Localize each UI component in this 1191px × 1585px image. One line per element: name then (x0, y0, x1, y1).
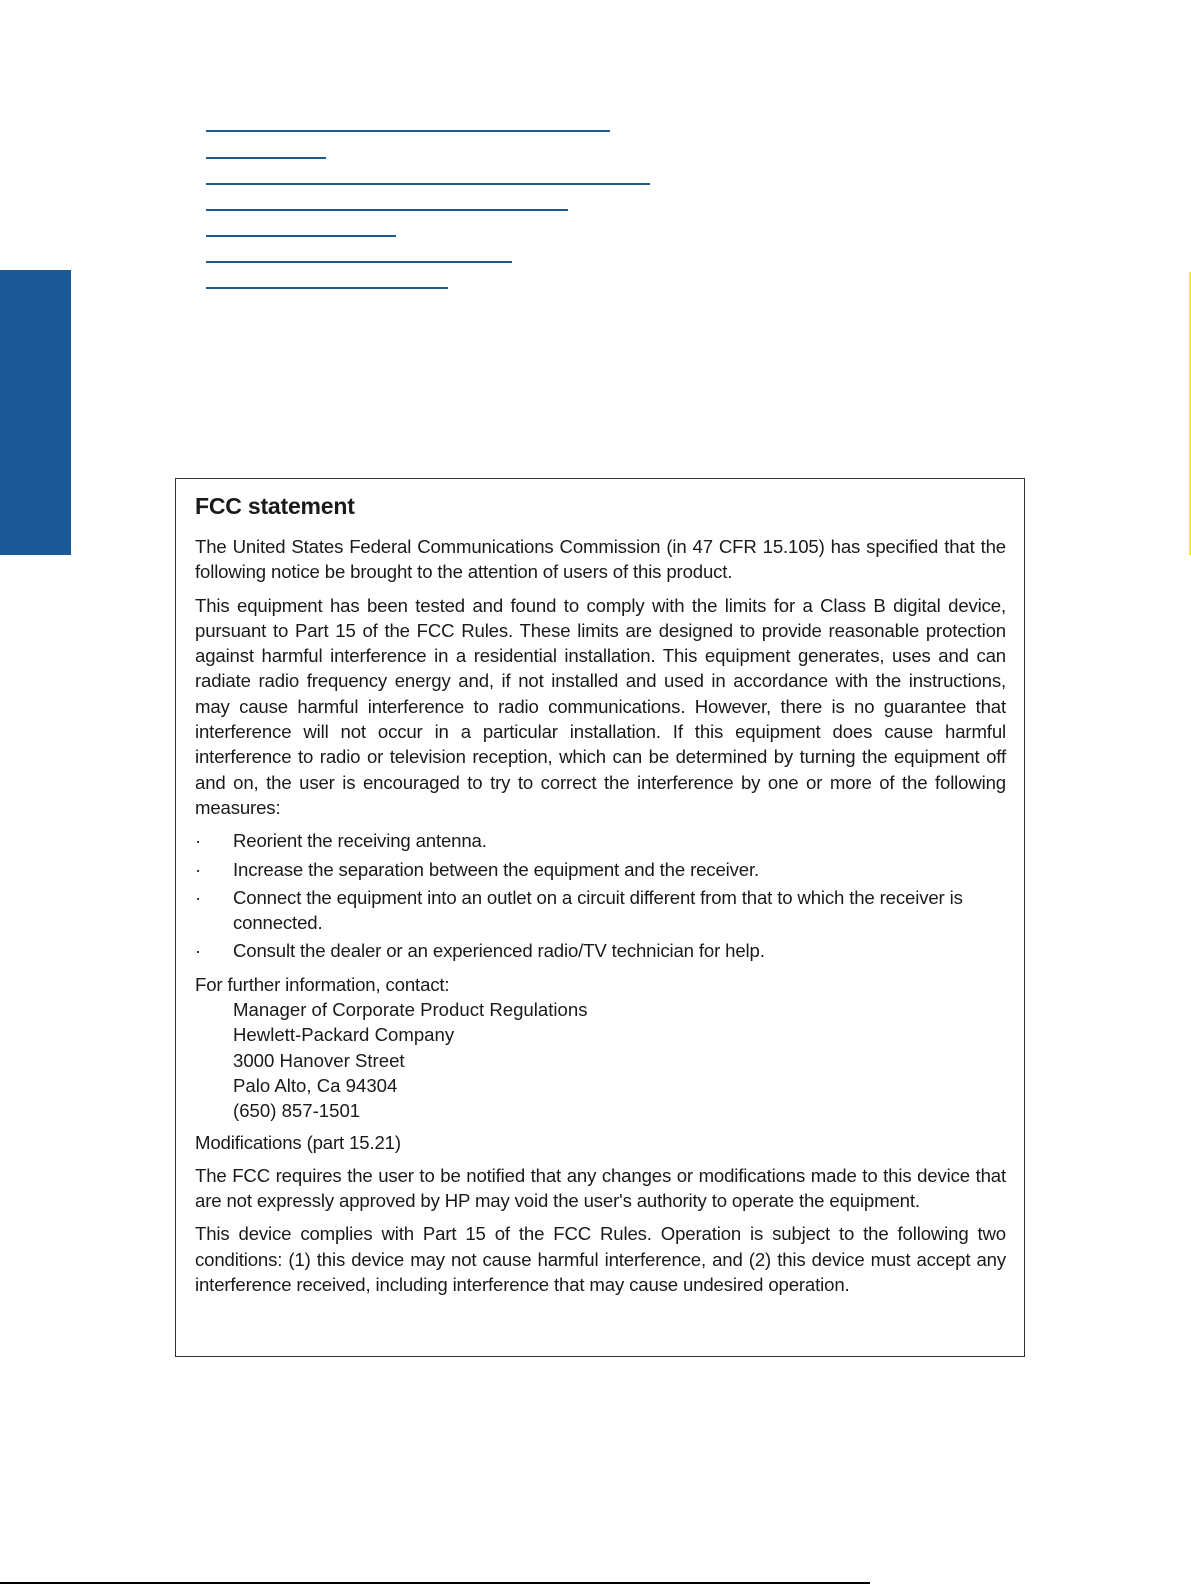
contact-label: For further information, contact: (195, 973, 450, 995)
fcc-statement-box (175, 478, 1025, 1357)
measure-item: · Reorient the receiving antenna. (195, 828, 1006, 853)
link-underline-1[interactable] (206, 130, 610, 132)
measures-list (195, 828, 1006, 963)
link-underline-2[interactable] (206, 157, 326, 159)
fcc-title: FCC statement (195, 493, 355, 519)
contact-line: Manager of Corporate Product Regulations (233, 999, 588, 1021)
contact-line: Palo Alto, Ca 94304 (233, 1074, 398, 1096)
link-underline-7[interactable] (206, 287, 448, 289)
contact-line: (650) 857-1501 (233, 1100, 361, 1122)
compliance-text: This device complies with Part 15 of the FCC Rules. Operation is subject to the following two conditions: (1) this device may not cause harmful interference, and (2) this device must accept any interference received, including interference that may cause undesired operation. (195, 1223, 1006, 1296)
modifications-heading: Modifications (part 15.21) (195, 1131, 401, 1153)
contact-line: Hewlett-Packard Company (233, 1024, 455, 1046)
link-underline-6[interactable] (206, 261, 512, 263)
measure-item: · Consult the dealer or an experienced radio/TV technician for help. (195, 938, 1006, 963)
link-underline-3[interactable] (206, 183, 650, 185)
measure-item: · Connect the equipment into an outlet on a circuit different from that to which the receiver is connected. (195, 885, 1006, 936)
footer-rule (0, 1582, 870, 1584)
fcc-body: This equipment has been tested and found to comply with the limits for a Class B digital device, pursuant to Part 15 of the FCC Rules. These limits are designed to provide reasonable protection against harmful interference in a residential installation. This equipment generates, uses and can radiate radio frequency energy and, if not installed and used in accordance with the instructions, may cause harmful interference to radio communications. However, there is no guarantee that interference will not occur in a particular installation. If this equipment does cause harmful interference to radio or television reception, which can be determined by turning the equipment off and on, the user is encouraged to try to correct the interference by one or more of the following measures: (195, 594, 1006, 818)
contact-line: 3000 Hanover Street (233, 1049, 405, 1071)
contact-address (195, 997, 1006, 1123)
link-underline-4[interactable] (206, 209, 568, 211)
fcc-intro: The United States Federal Communications Commission (in 47 CFR 15.105) has specified that the following notice be brought to the attention of users of this product. (195, 536, 1006, 583)
chapter-tab (0, 270, 71, 555)
measure-item: · Increase the separation between the equipment and the receiver. (195, 857, 1006, 882)
modifications-text: The FCC requires the user to be notified that any changes or modifications made to this device that are not expressly approved by HP may void the user's authority to operate the equipment. (195, 1164, 1006, 1212)
link-underline-5[interactable] (206, 235, 396, 237)
